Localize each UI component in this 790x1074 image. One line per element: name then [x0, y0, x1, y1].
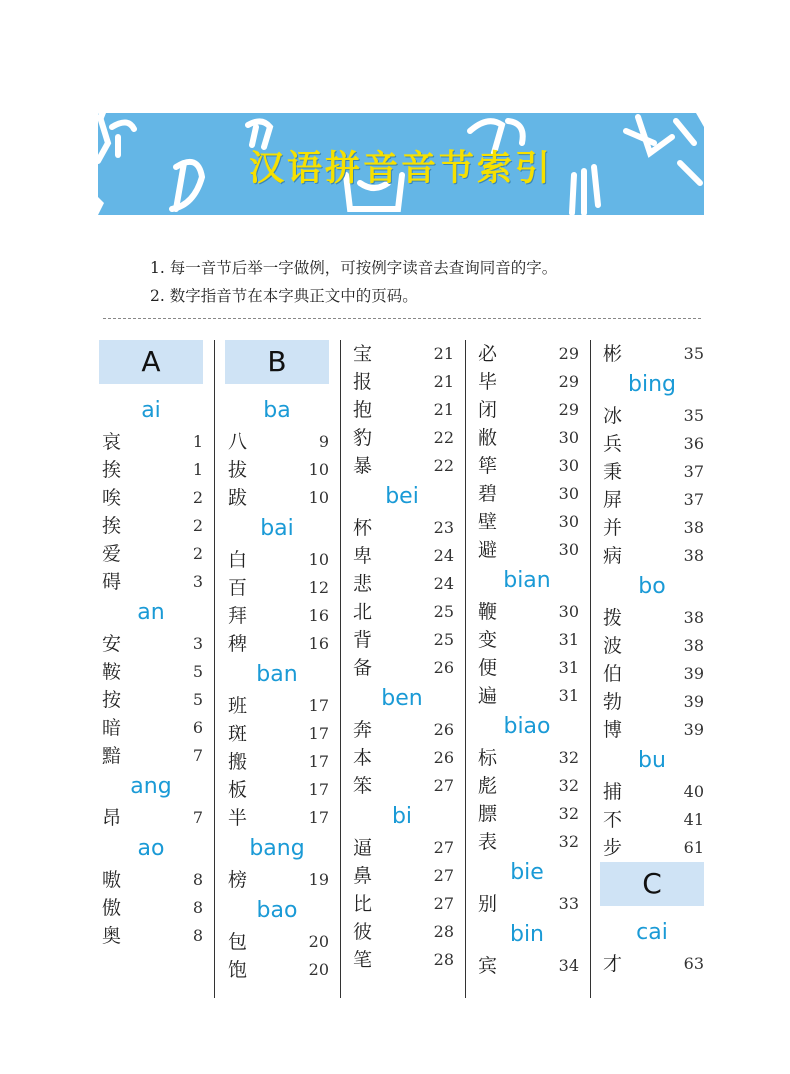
example-character: 暗	[102, 717, 122, 739]
example-character: 笨	[353, 775, 373, 797]
page-number: 8	[192, 898, 203, 917]
title-banner	[98, 113, 704, 215]
example-character: 便	[478, 657, 498, 679]
example-character: 备	[353, 657, 373, 679]
example-character: 挨	[102, 515, 122, 537]
example-character: 屏	[603, 489, 623, 511]
column-divider	[590, 340, 591, 998]
index-entry[interactable]	[350, 744, 454, 772]
index-entry[interactable]	[600, 542, 704, 570]
example-character: 抱	[353, 399, 373, 421]
syllable-heading[interactable]: an	[137, 600, 165, 625]
index-entry[interactable]	[350, 396, 454, 424]
index-entry[interactable]	[475, 396, 579, 424]
example-character: 稗	[228, 633, 248, 655]
example-character: 斑	[228, 723, 248, 745]
page-number: 30	[558, 602, 579, 621]
page-number: 10	[308, 488, 329, 507]
page-number: 22	[433, 456, 454, 475]
page-number: 26	[433, 720, 454, 739]
syllable-heading[interactable]: ao	[137, 836, 165, 861]
example-character: 鞍	[102, 661, 122, 683]
example-character: 冰	[603, 405, 623, 427]
example-character: 八	[228, 431, 248, 453]
page-title: 汉语拼音音节索引	[248, 149, 553, 189]
index-entry[interactable]	[350, 514, 454, 542]
page-number: 24	[433, 574, 454, 593]
index-entry[interactable]	[350, 340, 454, 368]
index-entry[interactable]	[475, 598, 579, 626]
page-number: 35	[683, 344, 704, 363]
index-entry[interactable]	[99, 894, 203, 922]
example-character: 卑	[353, 545, 373, 567]
example-character: 鞭	[478, 601, 498, 623]
page-number: 37	[683, 490, 704, 509]
index-entry[interactable]	[350, 946, 454, 974]
page-number: 1	[192, 432, 203, 451]
page-number: 21	[433, 372, 454, 391]
index-entry[interactable]	[475, 654, 579, 682]
index-entry[interactable]	[600, 514, 704, 542]
index-entry[interactable]	[225, 602, 329, 630]
syllable-heading[interactable]: bang	[249, 836, 305, 861]
example-character: 彪	[478, 775, 498, 797]
page-number: 32	[558, 776, 579, 795]
usage-notes	[150, 254, 557, 310]
page-number: 9	[318, 432, 329, 451]
example-character: 敝	[478, 427, 498, 449]
index-entry[interactable]	[475, 368, 579, 396]
note-line: 1. 每一音节后举一字做例，可按例字读音去查询同音的字。	[150, 259, 558, 277]
index-entry[interactable]	[600, 834, 704, 862]
example-character: 彬	[603, 343, 623, 365]
index-entry[interactable]	[99, 456, 203, 484]
index-entry[interactable]	[350, 424, 454, 452]
index-entry[interactable]	[350, 890, 454, 918]
index-entry[interactable]	[99, 804, 203, 832]
syllable-heading[interactable]: bei	[385, 484, 419, 509]
example-character: 毕	[478, 371, 498, 393]
syllable-heading[interactable]: bing	[628, 372, 676, 397]
example-character: 步	[603, 837, 623, 859]
index-entry[interactable]	[225, 866, 329, 894]
page-number: 31	[558, 686, 579, 705]
page-number: 8	[192, 926, 203, 945]
example-character: 暴	[353, 455, 373, 477]
index-entry[interactable]	[475, 340, 579, 368]
example-character: 别	[478, 893, 498, 915]
page-number: 19	[308, 870, 329, 889]
example-character: 鼻	[353, 865, 373, 887]
example-character: 奥	[102, 925, 122, 947]
example-character: 唉	[102, 487, 122, 509]
example-character: 才	[603, 953, 623, 975]
index-entry[interactable]	[99, 742, 203, 770]
syllable-heading[interactable]: bo	[638, 574, 666, 599]
index-entry[interactable]	[99, 484, 203, 512]
index-entry[interactable]	[225, 484, 329, 512]
page-number: 61	[683, 838, 704, 857]
index-entry[interactable]	[350, 452, 454, 480]
index-entry[interactable]	[225, 456, 329, 484]
page-number: 10	[308, 550, 329, 569]
page-number: 7	[192, 808, 203, 827]
page-number: 30	[558, 512, 579, 531]
example-character: 比	[353, 893, 373, 915]
syllable-heading[interactable]: ben	[381, 686, 423, 711]
page-number: 27	[433, 866, 454, 885]
page-number: 39	[683, 720, 704, 739]
example-character: 背	[353, 629, 373, 651]
page-number: 29	[558, 372, 579, 391]
page-number: 38	[683, 636, 704, 655]
example-character: 博	[603, 719, 623, 741]
example-character: 膘	[478, 803, 498, 825]
index-entry[interactable]	[99, 866, 203, 894]
example-character: 拨	[603, 607, 623, 629]
syllable-heading[interactable]: biao	[503, 714, 551, 739]
page-number: 5	[192, 662, 203, 681]
example-character: 避	[478, 539, 498, 561]
index-column-2	[225, 338, 329, 1000]
example-character: 报	[353, 371, 373, 393]
page-number: 16	[308, 634, 329, 653]
page-number: 17	[308, 724, 329, 743]
page-number: 2	[192, 516, 203, 535]
example-character: 北	[353, 601, 373, 623]
page-number: 39	[683, 664, 704, 683]
page-number: 30	[558, 456, 579, 475]
example-character: 碧	[478, 483, 498, 505]
example-character: 碍	[102, 571, 122, 593]
page-number: 8	[192, 870, 203, 889]
column-divider	[214, 340, 215, 998]
column-divider	[465, 340, 466, 998]
page-number: 31	[558, 658, 579, 677]
page-number: 23	[433, 518, 454, 537]
page-number: 20	[308, 960, 329, 979]
page-number: 29	[558, 400, 579, 419]
index-entry[interactable]	[350, 598, 454, 626]
index-entry[interactable]	[350, 368, 454, 396]
index-entry[interactable]	[600, 340, 704, 368]
index-entry[interactable]	[600, 950, 704, 978]
index-entry[interactable]	[600, 486, 704, 514]
example-character: 傲	[102, 897, 122, 919]
index-entry[interactable]	[475, 508, 579, 536]
index-entry[interactable]	[350, 772, 454, 800]
example-character: 挨	[102, 459, 122, 481]
index-entry[interactable]	[475, 828, 579, 856]
index-entry[interactable]	[225, 776, 329, 804]
example-character: 拔	[228, 459, 248, 481]
index-entry[interactable]	[99, 686, 203, 714]
index-entry[interactable]	[99, 428, 203, 456]
page-number: 2	[192, 488, 203, 507]
dashed-divider	[103, 318, 701, 319]
example-character: 波	[603, 635, 623, 657]
syllable-heading[interactable]: cai	[636, 920, 668, 945]
index-entry[interactable]	[225, 630, 329, 658]
index-entry[interactable]	[600, 402, 704, 430]
page-number: 26	[433, 748, 454, 767]
page-number: 17	[308, 780, 329, 799]
example-character: 百	[228, 577, 248, 599]
page-number: 3	[192, 634, 203, 653]
page-number: 12	[308, 578, 329, 597]
page-number: 25	[433, 602, 454, 621]
example-character: 伯	[603, 663, 623, 685]
example-character: 饱	[228, 959, 248, 981]
index-entry[interactable]	[475, 800, 579, 828]
page-number: 17	[308, 696, 329, 715]
syllable-heading[interactable]: bi	[391, 804, 413, 829]
index-entry[interactable]	[99, 568, 203, 596]
page-number: 34	[558, 956, 579, 975]
index-entry[interactable]	[225, 804, 329, 832]
page-number: 31	[558, 630, 579, 649]
page-number: 21	[433, 344, 454, 363]
example-character: 捕	[603, 781, 623, 803]
example-character: 筚	[478, 455, 498, 477]
note-line: 2. 数字指音节在本字典正文中的页码。	[150, 287, 418, 305]
index-entry[interactable]	[225, 928, 329, 956]
index-entry[interactable]	[225, 574, 329, 602]
page-number: 3	[192, 572, 203, 591]
index-entry[interactable]	[225, 748, 329, 776]
example-character: 逼	[353, 837, 373, 859]
page-number: 38	[683, 546, 704, 565]
page-number: 63	[683, 954, 704, 973]
syllable-heading[interactable]: ai	[141, 398, 161, 423]
page-number: 37	[683, 462, 704, 481]
index-entry[interactable]	[600, 688, 704, 716]
example-character: 搬	[228, 751, 248, 773]
index-entry[interactable]	[99, 540, 203, 568]
page-number: 27	[433, 838, 454, 857]
page-number: 21	[433, 400, 454, 419]
index-entry[interactable]	[99, 714, 203, 742]
page-number: 32	[558, 832, 579, 851]
index-column-5	[600, 338, 704, 1000]
page-number: 30	[558, 540, 579, 559]
index-entry[interactable]	[350, 834, 454, 862]
index-entry[interactable]	[475, 626, 579, 654]
syllable-heading[interactable]: bao	[256, 898, 298, 923]
example-character: 彼	[353, 921, 373, 943]
index-entry[interactable]	[225, 956, 329, 984]
example-character: 哀	[102, 431, 122, 453]
page-number: 10	[308, 460, 329, 479]
index-entry[interactable]	[350, 626, 454, 654]
page-number: 20	[308, 932, 329, 951]
example-character: 安	[102, 633, 122, 655]
index-entry[interactable]	[600, 430, 704, 458]
page-number: 17	[308, 752, 329, 771]
syllable-heading[interactable]: bu	[638, 748, 666, 773]
example-character: 宝	[353, 343, 373, 365]
example-character: 必	[478, 343, 498, 365]
example-character: 昂	[102, 807, 122, 829]
page-number: 5	[192, 690, 203, 709]
index-entry[interactable]	[475, 682, 579, 710]
page-number: 2	[192, 544, 203, 563]
syllable-heading[interactable]: ang	[130, 774, 172, 799]
page-number: 30	[558, 484, 579, 503]
example-character: 宾	[478, 955, 498, 977]
syllable-heading[interactable]: bie	[510, 860, 544, 885]
index-column-1	[99, 338, 203, 1000]
syllable-heading[interactable]: bai	[260, 516, 294, 541]
example-character: 兵	[603, 433, 623, 455]
example-character: 遍	[478, 685, 498, 707]
example-character: 板	[228, 779, 248, 801]
index-entry[interactable]	[225, 546, 329, 574]
index-entry[interactable]	[225, 720, 329, 748]
example-character: 壁	[478, 511, 498, 533]
index-entry[interactable]	[475, 890, 579, 918]
example-character: 半	[228, 807, 248, 829]
letter-header: B	[225, 340, 329, 384]
syllable-heading[interactable]: ban	[256, 662, 298, 687]
example-character: 本	[353, 747, 373, 769]
letter-header: C	[600, 862, 704, 906]
page-number: 17	[308, 808, 329, 827]
index-entry[interactable]	[475, 452, 579, 480]
example-character: 按	[102, 689, 122, 711]
example-character: 不	[603, 809, 623, 831]
example-character: 秉	[603, 461, 623, 483]
example-character: 豹	[353, 427, 373, 449]
example-character: 包	[228, 931, 248, 953]
index-entry[interactable]	[225, 692, 329, 720]
page-number: 32	[558, 748, 579, 767]
index-entry[interactable]	[600, 632, 704, 660]
index-column-4	[475, 338, 579, 1000]
index-entry[interactable]	[475, 480, 579, 508]
example-character: 并	[603, 517, 623, 539]
page-number: 16	[308, 606, 329, 625]
index-entry[interactable]	[600, 778, 704, 806]
index-entry[interactable]	[99, 512, 203, 540]
page-number: 27	[433, 776, 454, 795]
page-number: 26	[433, 658, 454, 677]
index-entry[interactable]	[600, 604, 704, 632]
index-entry[interactable]	[475, 536, 579, 564]
example-character: 爱	[102, 543, 122, 565]
page-number: 22	[433, 428, 454, 447]
index-column-3	[350, 338, 454, 1000]
letter-header: A	[99, 340, 203, 384]
example-character: 杯	[353, 517, 373, 539]
example-character: 嗷	[102, 869, 122, 891]
page-number: 30	[558, 428, 579, 447]
index-entry[interactable]	[99, 658, 203, 686]
example-character: 班	[228, 695, 248, 717]
page-number: 28	[433, 922, 454, 941]
example-character: 病	[603, 545, 623, 567]
example-character: 白	[228, 549, 248, 571]
page-number: 38	[683, 518, 704, 537]
example-character: 悲	[353, 573, 373, 595]
page-number: 38	[683, 608, 704, 627]
page-number: 40	[683, 782, 704, 801]
example-character: 奔	[353, 719, 373, 741]
index-entry[interactable]	[225, 428, 329, 456]
page-number: 39	[683, 692, 704, 711]
index-entry[interactable]	[350, 570, 454, 598]
index-entry[interactable]	[600, 806, 704, 834]
page-number: 27	[433, 894, 454, 913]
example-character: 榜	[228, 869, 248, 891]
index-entry[interactable]	[600, 458, 704, 486]
index-entry[interactable]	[600, 660, 704, 688]
page-number: 25	[433, 630, 454, 649]
index-entry[interactable]	[350, 862, 454, 890]
example-character: 黯	[102, 745, 122, 767]
page-number: 33	[558, 894, 579, 913]
page-number: 29	[558, 344, 579, 363]
example-character: 拜	[228, 605, 248, 627]
index-entry[interactable]	[99, 630, 203, 658]
example-character: 变	[478, 629, 498, 651]
index-entry[interactable]	[475, 952, 579, 980]
index-entry[interactable]	[350, 654, 454, 682]
example-character: 标	[478, 747, 498, 769]
index-entry[interactable]	[350, 716, 454, 744]
example-character: 闭	[478, 399, 498, 421]
index-entry[interactable]	[350, 918, 454, 946]
page-number: 41	[683, 810, 704, 829]
page-number: 24	[433, 546, 454, 565]
index-entry[interactable]	[350, 542, 454, 570]
syllable-heading[interactable]: bin	[509, 922, 545, 947]
index-entry[interactable]	[600, 716, 704, 744]
example-character: 笔	[353, 949, 373, 971]
index-entry[interactable]	[475, 772, 579, 800]
page-number: 28	[433, 950, 454, 969]
column-divider	[340, 340, 341, 998]
page-number: 35	[683, 406, 704, 425]
syllable-heading[interactable]: ba	[263, 398, 291, 423]
page-number: 1	[192, 460, 203, 479]
page-number: 36	[683, 434, 704, 453]
example-character: 表	[478, 831, 498, 853]
page-number: 7	[192, 746, 203, 765]
index-entry[interactable]	[99, 922, 203, 950]
index-entry[interactable]	[475, 424, 579, 452]
index-entry[interactable]	[475, 744, 579, 772]
example-character: 勃	[603, 691, 623, 713]
page-number: 6	[192, 718, 203, 737]
example-character: 跋	[228, 487, 248, 509]
page-number: 32	[558, 804, 579, 823]
syllable-heading[interactable]: bian	[503, 568, 551, 593]
